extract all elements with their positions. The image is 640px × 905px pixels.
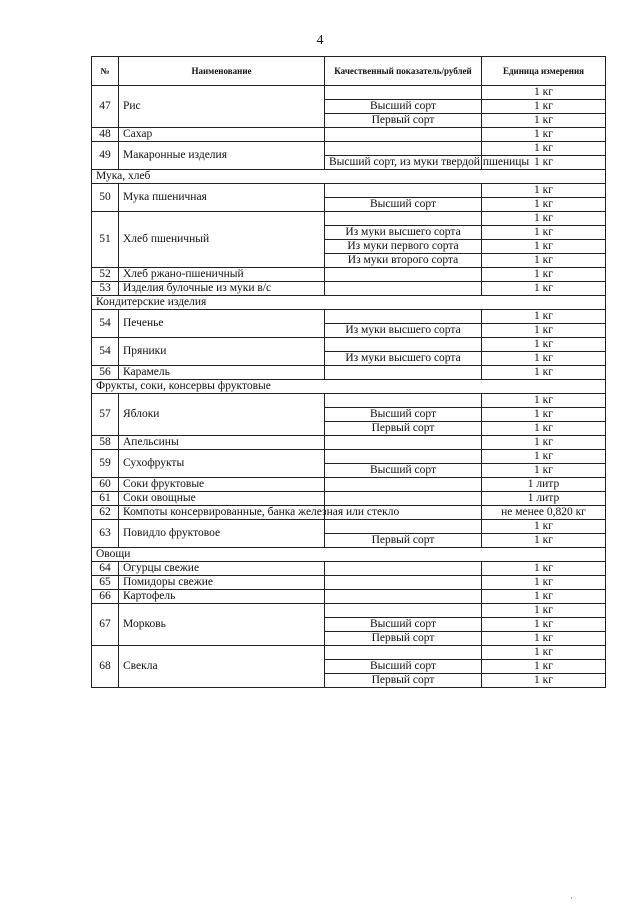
item-number: 57 <box>92 394 119 436</box>
item-number: 65 <box>92 576 119 590</box>
table-row <box>92 436 606 450</box>
item-unit: 1 кг <box>482 100 606 114</box>
item-number: 48 <box>92 128 119 142</box>
item-name: Компоты консервированные, банка железная или стекло <box>119 506 325 520</box>
item-unit: 1 кг <box>482 408 606 422</box>
item-number: 59 <box>92 450 119 478</box>
item-name: Свекла <box>119 646 325 688</box>
goods-table <box>91 56 606 688</box>
item-quality: Из муки высшего сорта <box>325 226 482 240</box>
item-unit: 1 кг <box>482 394 606 408</box>
item-number: 64 <box>92 562 119 576</box>
item-quality: Высший сорт, из муки твердой пшеницы <box>325 156 482 170</box>
table-row <box>92 646 606 660</box>
item-quality: Первый сорт <box>325 674 482 688</box>
item-quality: Высший сорт <box>325 408 482 422</box>
item-quality: Первый сорт <box>325 632 482 646</box>
item-unit: 1 кг <box>482 450 606 464</box>
item-unit: 1 литр <box>482 492 606 506</box>
table-row <box>92 492 606 506</box>
item-number: 61 <box>92 492 119 506</box>
item-quality: Высший сорт <box>325 464 482 478</box>
item-quality: Высший сорт <box>325 618 482 632</box>
item-number: 49 <box>92 142 119 170</box>
item-unit: 1 кг <box>482 142 606 156</box>
item-unit: 1 кг <box>482 114 606 128</box>
section-title: Фрукты, соки, консервы фруктовые <box>92 380 606 394</box>
item-name: Соки овощные <box>119 492 325 506</box>
item-name: Морковь <box>119 604 325 646</box>
item-quality <box>325 590 482 604</box>
item-unit: 1 литр <box>482 478 606 492</box>
section-row <box>92 296 606 310</box>
table-header-row <box>92 57 606 86</box>
item-quality: Из муки второго сорта <box>325 254 482 268</box>
item-number: 52 <box>92 268 119 282</box>
item-unit: 1 кг <box>482 268 606 282</box>
section-title: Овощи <box>92 548 606 562</box>
item-name: Сухофрукты <box>119 450 325 478</box>
item-name: Печенье <box>119 310 325 338</box>
scan-mark: · <box>570 893 573 903</box>
table-row <box>92 450 606 464</box>
item-unit: 1 кг <box>482 212 606 226</box>
item-name: Макаронные изделия <box>119 142 325 170</box>
item-name: Пряники <box>119 338 325 366</box>
table-row <box>92 604 606 618</box>
item-number: 47 <box>92 86 119 128</box>
item-name: Картофель <box>119 590 325 604</box>
item-quality <box>325 604 482 618</box>
header-quality: Качественный показатель/рублей <box>325 57 482 86</box>
table-row <box>92 142 606 156</box>
item-unit: 1 кг <box>482 198 606 212</box>
item-name: Сахар <box>119 128 325 142</box>
item-name: Хлеб пшеничный <box>119 212 325 268</box>
table-row <box>92 310 606 324</box>
item-number: 54 <box>92 338 119 366</box>
item-unit: 1 кг <box>482 464 606 478</box>
table-row <box>92 184 606 198</box>
item-unit: 1 кг <box>482 576 606 590</box>
item-unit: 1 кг <box>482 604 606 618</box>
section-title: Мука, хлеб <box>92 170 606 184</box>
table-row <box>92 478 606 492</box>
item-quality <box>325 436 482 450</box>
item-name: Повидло фруктовое <box>119 520 325 548</box>
item-name: Огурцы свежие <box>119 562 325 576</box>
item-unit: 1 кг <box>482 240 606 254</box>
item-number: 50 <box>92 184 119 212</box>
item-unit: 1 кг <box>482 422 606 436</box>
item-unit: 1 кг <box>482 520 606 534</box>
item-unit: 1 кг <box>482 338 606 352</box>
item-unit: 1 кг <box>482 254 606 268</box>
item-unit: 1 кг <box>482 646 606 660</box>
item-quality <box>325 338 482 352</box>
table-row <box>92 576 606 590</box>
table-body <box>92 86 606 688</box>
item-unit: 1 кг <box>482 618 606 632</box>
item-number: 60 <box>92 478 119 492</box>
item-unit: 1 кг <box>482 590 606 604</box>
table-row <box>92 282 606 296</box>
table-row <box>92 212 606 226</box>
item-name: Мука пшеничная <box>119 184 325 212</box>
header-num: № <box>92 57 119 86</box>
item-unit: не менее 0,820 кг <box>482 506 606 520</box>
table-row <box>92 128 606 142</box>
item-unit: 1 кг <box>482 282 606 296</box>
item-unit: 1 кг <box>482 156 606 170</box>
item-number: 58 <box>92 436 119 450</box>
item-quality: Высший сорт <box>325 660 482 674</box>
item-quality <box>325 212 482 226</box>
item-quality <box>325 576 482 590</box>
item-name: Рис <box>119 86 325 128</box>
item-number: 68 <box>92 646 119 688</box>
item-number: 66 <box>92 590 119 604</box>
item-unit: 1 кг <box>482 184 606 198</box>
section-row <box>92 548 606 562</box>
item-quality <box>325 282 482 296</box>
item-unit: 1 кг <box>482 632 606 646</box>
item-quality: Первый сорт <box>325 422 482 436</box>
item-quality <box>325 492 482 506</box>
table-row <box>92 520 606 534</box>
item-unit: 1 кг <box>482 562 606 576</box>
header-unit: Единица измерения <box>482 57 606 86</box>
item-quality <box>325 310 482 324</box>
item-unit: 1 кг <box>482 310 606 324</box>
section-title: Кондитерские изделия <box>92 296 606 310</box>
item-quality: Из муки высшего сорта <box>325 324 482 338</box>
item-quality: Высший сорт <box>325 100 482 114</box>
item-number: 51 <box>92 212 119 268</box>
item-unit: 1 кг <box>482 674 606 688</box>
item-name: Помидоры свежие <box>119 576 325 590</box>
item-number: 53 <box>92 282 119 296</box>
item-quality <box>325 562 482 576</box>
table-row <box>92 268 606 282</box>
table-row <box>92 562 606 576</box>
table-row <box>92 506 606 520</box>
item-name: Соки фруктовые <box>119 478 325 492</box>
item-quality <box>325 520 482 534</box>
item-name: Яблоки <box>119 394 325 436</box>
item-unit: 1 кг <box>482 352 606 366</box>
item-quality: Первый сорт <box>325 114 482 128</box>
item-quality <box>325 86 482 100</box>
item-name: Изделия булочные из муки в/с <box>119 282 325 296</box>
item-name: Карамель <box>119 366 325 380</box>
item-quality <box>325 394 482 408</box>
item-quality: Из муки высшего сорта <box>325 352 482 366</box>
item-number: 67 <box>92 604 119 646</box>
item-unit: 1 кг <box>482 226 606 240</box>
item-unit: 1 кг <box>482 436 606 450</box>
table-row <box>92 366 606 380</box>
item-quality <box>325 142 482 156</box>
item-quality: Высший сорт <box>325 198 482 212</box>
item-quality <box>325 184 482 198</box>
table-row <box>92 394 606 408</box>
item-quality <box>325 450 482 464</box>
item-unit: 1 кг <box>482 534 606 548</box>
item-unit: 1 кг <box>482 86 606 100</box>
item-number: 54 <box>92 310 119 338</box>
section-row <box>92 170 606 184</box>
item-unit: 1 кг <box>482 366 606 380</box>
item-quality <box>325 478 482 492</box>
section-row <box>92 380 606 394</box>
item-number: 62 <box>92 506 119 520</box>
page-number: 4 <box>316 33 324 48</box>
item-number: 63 <box>92 520 119 548</box>
item-quality <box>325 366 482 380</box>
header-name: Наименование <box>119 57 325 86</box>
table-row <box>92 590 606 604</box>
table-row <box>92 338 606 352</box>
item-quality <box>325 646 482 660</box>
item-quality <box>325 268 482 282</box>
item-quality: Первый сорт <box>325 534 482 548</box>
item-name: Апельсины <box>119 436 325 450</box>
table-row <box>92 86 606 100</box>
item-quality <box>325 128 482 142</box>
item-name: Хлеб ржано-пшеничный <box>119 268 325 282</box>
item-unit: 1 кг <box>482 660 606 674</box>
item-quality: Из муки первого сорта <box>325 240 482 254</box>
item-number: 56 <box>92 366 119 380</box>
item-unit: 1 кг <box>482 128 606 142</box>
item-unit: 1 кг <box>482 324 606 338</box>
